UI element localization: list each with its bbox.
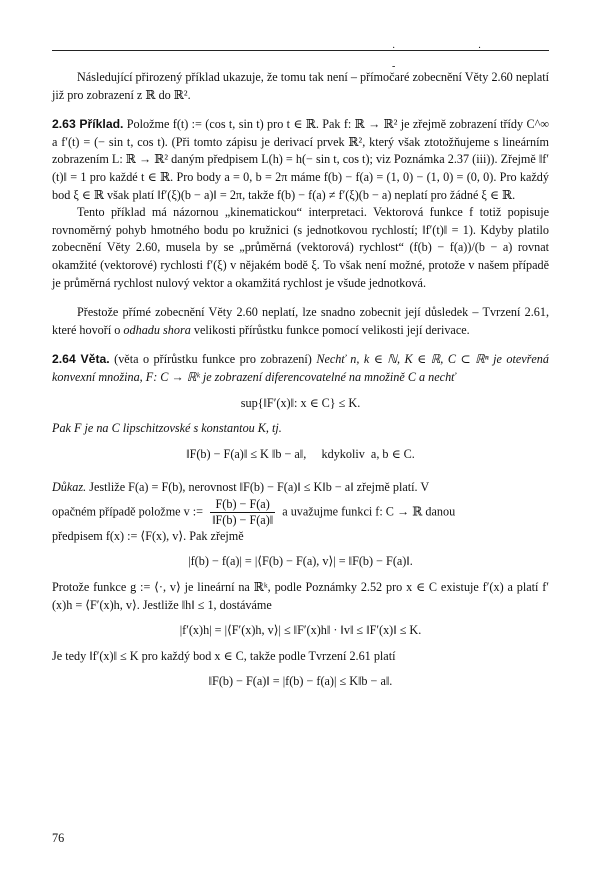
- theorem-paragraph: [52, 351, 549, 386]
- example-interpretation: Tento příklad má názornou „kinematickou“ interpretaci. Vektorová funkce f totiž popisuje rovnoměrný pohyb hmotného bodu po kružnici (s jednotkovou rychlostí; ‖f′(t)‖ = 1). Kdyby platilo zobecnění Věty 2.60, musela by se „průměrná (vektorová) rychlost“ (f(b) − f(a))/(b − a) rovnat okamžité (vektorové) rychlosti f′(ξ) v nějakém bodě ξ. To však není možné, protože v našem případě je průměrná rychlost nulový vektor a okamžitá rychlost je všude jednotková.: [52, 205, 549, 290]
- theorem-display-lipschitz: ‖F(b) − F(a)‖ ≤ K ‖b − a‖, kdykoliv a, b ∈ C.: [186, 446, 415, 461]
- proof-line-3: předpisem f(x) := ⟨F(x), v⟩. Pak zřejmě: [52, 528, 244, 543]
- page-number: 76: [52, 831, 65, 845]
- theorem-display-sup: sup{‖F′(x)‖: x ∈ C} ≤ K.: [240, 395, 361, 410]
- header-marks: · · -: [392, 43, 522, 72]
- generalization-text-b: velikosti přírůstku funkce pomocí velikosti její derivace.: [190, 322, 470, 337]
- fraction-numerator: F(b) − F(a): [210, 497, 275, 513]
- proof-text-2a: opačném případě položme v :=: [52, 504, 207, 519]
- proof-display-3: ‖F(b) − F(a)‖ = |f(b) − f(a)| ≤ K‖b − a‖.: [208, 674, 393, 689]
- proof-label: Důkaz.: [52, 480, 87, 495]
- theorem-conclusion: Pak F je na C lipschitzovské s konstantou K, tj.: [52, 421, 282, 436]
- theorem-title: (věta o přírůstku funkce pro zobrazení): [114, 352, 312, 367]
- intro-paragraph: Následující přirozený příklad ukazuje, že tomu tak není – přímočaré zobecnění Věty 2.60 neplatí již pro zobrazení z ℝ do ℝ².: [52, 70, 549, 102]
- proof-line-1: [52, 479, 549, 497]
- proof-line-2: [52, 497, 549, 528]
- proof-text-5: Je tedy ‖f′(x)‖ ≤ K pro každý bod x ∈ C, takže podle Tvrzení 2.61 platí: [52, 648, 396, 663]
- fraction-denominator: ‖F(b) − F(a)‖: [212, 512, 274, 527]
- proof-display-1: |f(b) − f(a)| = |⟨F(b) − F(a), v⟩| = ‖F(b) − F(a)‖.: [188, 554, 413, 569]
- proof-text-2b: a uvažujme funkci f: C → ℝ danou: [279, 504, 456, 519]
- example-paragraph: [52, 116, 549, 204]
- generalization-paragraph: [52, 304, 549, 339]
- proof-text-4: Protože funkce g := ⟨·, v⟩ je lineární na ℝᵏ, podle Poznámky 2.52 pro x ∈ C existuje f′(x) a platí f′(x)h = ⟨F′(x)h, v⟩. Jestliže ‖h‖ ≤ 1, dostáváme: [52, 580, 549, 612]
- example-heading: 2.63 Příklad.: [52, 117, 124, 132]
- generalization-text-a: Přestože přímé zobecnění Věty 2.60 neplatí, lze snadno zobecnit její důsledek – Tvrzení 2.61, které hovoří o: [52, 305, 549, 337]
- proof-fraction: [210, 497, 275, 528]
- page-content: [52, 69, 549, 699]
- generalization-emphasis: odhadu shora: [123, 322, 191, 337]
- theorem-heading: 2.64 Věta.: [52, 352, 110, 367]
- example-text: Položme f(t) := (cos t, sin t) pro t ∈ ℝ. Pak f: ℝ → ℝ² je zřejmě zobrazení třídy C^∞ a f′(t) = (− sin t, cos t). (Při tomto zápisu je derivací prvek ℝ², který však ztotožňujeme s lineárním zobrazením L: ℝ → ℝ² daným předpisem L(h) = h(− sin t, cos t); viz Poznámka 2.37 (iii)). Zřejmě ‖f′(t)‖ = 1 pro každé t ∈ ℝ. Pro body a = 0, b = 2π máme f(b) − f(a) = (1, 0) − (1, 0) = (0, 0). Pro každý bod ξ ∈ ℝ však platí ‖f′(ξ)(b − a)‖ = 2π, takže f(b) − f(a) ≠ f′(ξ)(b − a) neplatí pro žádné ξ ∈ ℝ.: [52, 117, 549, 202]
- proof-display-2: |f′(x)h| = |⟨F′(x)h, v⟩| ≤ ‖F′(x)h‖ · ‖v‖ ≤ ‖F′(x)‖ ≤ K.: [179, 623, 422, 638]
- proof-text-1: Jestliže F(a) = F(b), nerovnost ‖F(b) − F(a)‖ ≤ K‖b − a‖ zřejmě platí. V: [86, 480, 430, 495]
- theorem-statement: Nechť n, k ∈ ℕ, K ∈ ℝ, C ⊂ ℝⁿ je otevřená konvexní množina, F: C → ℝᵏ je zobrazení diferencovatelné na množině C a nechť: [52, 352, 549, 384]
